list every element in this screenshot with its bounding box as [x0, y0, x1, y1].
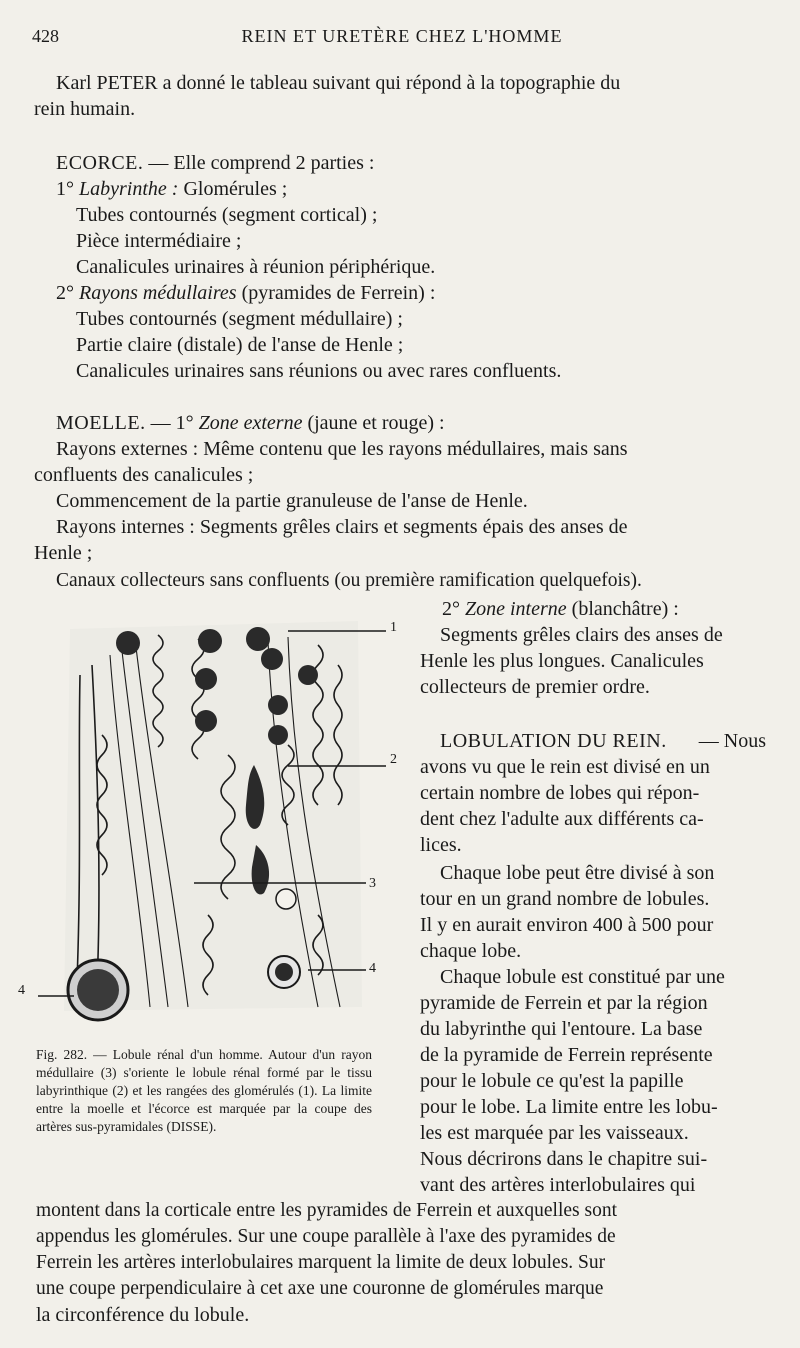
list-item: Canalicules urinaires à réunion périphérique. [76, 256, 436, 278]
paragraph-line: tour en un grand nombre de lobules. [420, 888, 710, 910]
item-label: Rayons médullaires [79, 282, 237, 304]
item-number: 1° [56, 178, 74, 200]
figure-label-2: 2 [390, 752, 397, 767]
paragraph-line: pyramide de Ferrein et par la région [420, 992, 708, 1014]
heading-text: — Nous [698, 730, 766, 752]
page-number: 428 [32, 26, 59, 46]
section-heading-ecorce [56, 150, 374, 176]
paragraph-line: dent chez l'adulte aux différents ca- [420, 808, 704, 830]
paragraph-line: Chaque lobe peut être divisé à son [440, 862, 715, 884]
paragraph-line: appendus les glomérules. Sur une coupe parallèle à l'axe des pyramides de [36, 1226, 616, 1247]
running-title: REIN ET URETÈRE CHEZ L'HOMME [241, 26, 563, 46]
item-text: Glomérules ; [183, 178, 288, 200]
paragraph-line: pour le lobule ce qu'est la papille [420, 1070, 684, 1092]
paragraph-line: avons vu que le rein est divisé en un [420, 756, 710, 778]
item-text: (pyramides de Ferrein) : [241, 282, 436, 304]
paragraph-line: Rayons internes : Segments grêles clairs et segments épais des anses de [56, 516, 628, 538]
figure-caption: Fig. 282. — Lobule rénal d'un homme. Autour d'un rayon médullaire (3) s'oriente le lobule rénal formé par le tissu labyrinthique (2) et les rangées des glomérulés (1). La limite entre la moelle et l'écorce est marquée par la coupe des artères sus-pyramidales (DISSE). [36, 1047, 372, 1134]
paragraph-line: lices. [420, 834, 462, 856]
list-item: Pièce intermédiaire ; [76, 230, 242, 252]
section-heading-lobulation [440, 728, 766, 754]
list-item: Canalicules urinaires sans réunions ou avec rares confluents. [76, 360, 562, 382]
paragraph-line: Ferrein les artères interlobulaires marquent la limite de deux lobules. Sur [36, 1252, 606, 1273]
heading-label: Zone externe [198, 412, 303, 434]
subsection-zone-interne [442, 596, 679, 622]
paragraph-line: Il y en aurait environ 400 à 500 pour [420, 914, 714, 936]
figure-label-1: 1 [390, 620, 397, 635]
paragraph-line: collecteurs de premier ordre. [420, 676, 650, 698]
item-label: Zone interne [465, 598, 567, 620]
paragraph-line: Chaque lobule est constitué par une [440, 966, 725, 988]
paragraph-line: Nous décrirons dans le chapitre sui- [420, 1148, 708, 1170]
paragraph-line: confluents des canalicules ; [34, 464, 254, 486]
histology-figure [18, 615, 402, 1040]
heading-number: — 1° [150, 412, 194, 434]
paragraph-line: Henle ; [34, 542, 93, 564]
paragraph-line: Segments grêles clairs des anses de [440, 624, 723, 646]
paragraph-line: une coupe perpendiculaire à cet axe une couronne de glomérules marque [36, 1278, 604, 1299]
figure-label-4-right: 4 [369, 961, 376, 976]
list-item [56, 176, 287, 202]
page-header [32, 26, 772, 52]
paragraph-line: Rayons externes : Même contenu que les rayons médullaires, mais sans [56, 438, 628, 460]
paragraph-line: Canaux collecteurs sans confluents (ou première ramification quelquefois). [56, 570, 642, 591]
section-heading-moelle [56, 410, 445, 436]
heading-term: ECORCE. [56, 152, 144, 174]
paragraph-line: du labyrinthe qui l'entoure. La base [420, 1018, 703, 1040]
paragraph-line: certain nombre de lobes qui répon- [420, 782, 700, 804]
figure-label-4-left: 4 [18, 983, 25, 998]
list-item [56, 280, 435, 306]
heading-term: MOELLE. [56, 412, 146, 434]
paragraph-line: vant des artères interlobulaires qui [420, 1174, 696, 1196]
item-number: 2° [56, 282, 74, 304]
paragraph-line: la circonférence du lobule. [36, 1304, 250, 1326]
paragraph-line: Karl PETER a donné le tableau suivant qui répond à la topographie du [56, 72, 621, 94]
heading-text: — Elle comprend 2 parties : [148, 152, 375, 174]
paragraph-line: de la pyramide de Ferrein représente [420, 1044, 713, 1066]
item-number: 2° [442, 598, 460, 620]
heading-term: LOBULATION DU REIN. [440, 730, 667, 752]
figure-label-3: 3 [369, 876, 376, 891]
paragraph-line: rein humain. [34, 98, 136, 120]
paragraph-line: chaque lobe. [420, 940, 522, 962]
paragraph-line: les est marquée par les vaisseaux. [420, 1122, 689, 1144]
item-text: (blanchâtre) : [571, 598, 679, 620]
paragraph-line: Henle les plus longues. Canalicules [420, 650, 704, 672]
list-item: Partie claire (distale) de l'anse de Henle ; [76, 334, 404, 356]
heading-text: (jaune et rouge) : [307, 412, 445, 434]
list-item: Tubes contournés (segment médullaire) ; [76, 308, 403, 330]
paragraph-line: Commencement de la partie granuleuse de l'anse de Henle. [56, 490, 528, 512]
list-item: Tubes contournés (segment cortical) ; [76, 204, 378, 226]
paragraph-line: montent dans la corticale entre les pyramides de Ferrein et auxquelles sont [36, 1200, 618, 1221]
paragraph-line: pour le lobe. La limite entre les lobu- [420, 1096, 718, 1118]
item-label: Labyrinthe : [79, 178, 179, 200]
